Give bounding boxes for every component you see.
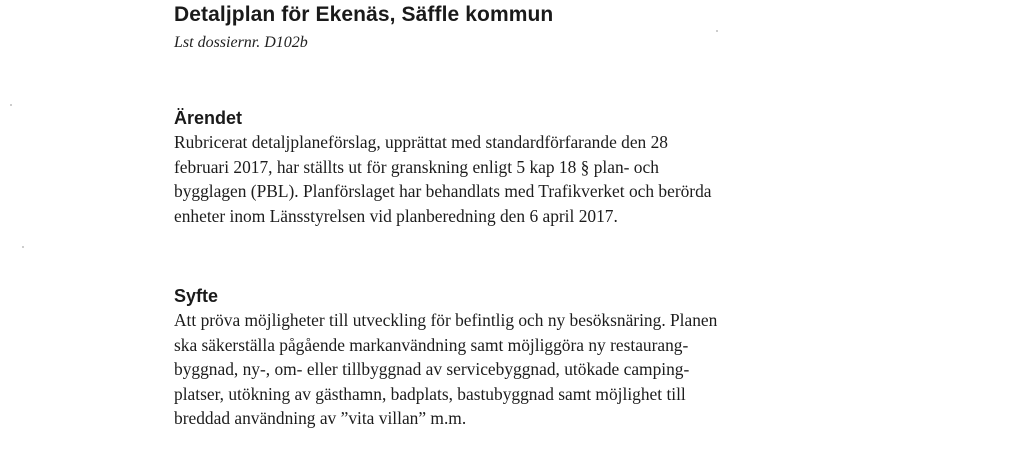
body-line: enheter inom Länsstyrelsen vid planberedning den 6 april 2017.: [174, 205, 618, 226]
body-line: bygglagen (PBL). Planförslaget har behandlats med Trafikverket och berörda: [174, 181, 712, 201]
section-arendet: [174, 108, 712, 228]
body-line: Rubricerat detaljplaneförslag, upprättat med standardförfarande den 28: [174, 132, 668, 152]
section-heading-arendet: Ärendet: [174, 108, 243, 128]
section-heading-syfte: Syfte: [174, 286, 219, 306]
section-syfte: [174, 286, 717, 431]
document-page: [174, 0, 894, 428]
body-line: Att pröva möjligheter till utveckling för befintlig och ny besöksnäring. Planen: [174, 310, 718, 330]
scan-speck: [10, 104, 12, 106]
document-title: Detaljplan för Ekenäs, Säffle kommun: [174, 3, 554, 26]
body-line: februari 2017, har ställts ut för granskning enligt 5 kap 18 § plan- och: [174, 156, 659, 177]
body-line: byggnad, ny-, om- eller tillbyggnad av servicebyggnad, utökade camping-: [174, 359, 690, 379]
dossier-number: Lst dossiernr. D102b: [174, 34, 308, 51]
scan-speck: [22, 246, 24, 248]
scan-speck: [716, 30, 718, 32]
body-line: platser, utökning av gästhamn, badplats, bastubyggnad samt möjlighet till: [174, 383, 686, 404]
body-line: ska säkerställa pågående markanvändning samt möjliggöra ny restaurang-: [174, 334, 689, 355]
section-body-arendet: [174, 130, 712, 228]
body-line: breddad användning av ”vita villan” m.m.: [174, 408, 467, 428]
section-body-syfte: [174, 308, 717, 431]
